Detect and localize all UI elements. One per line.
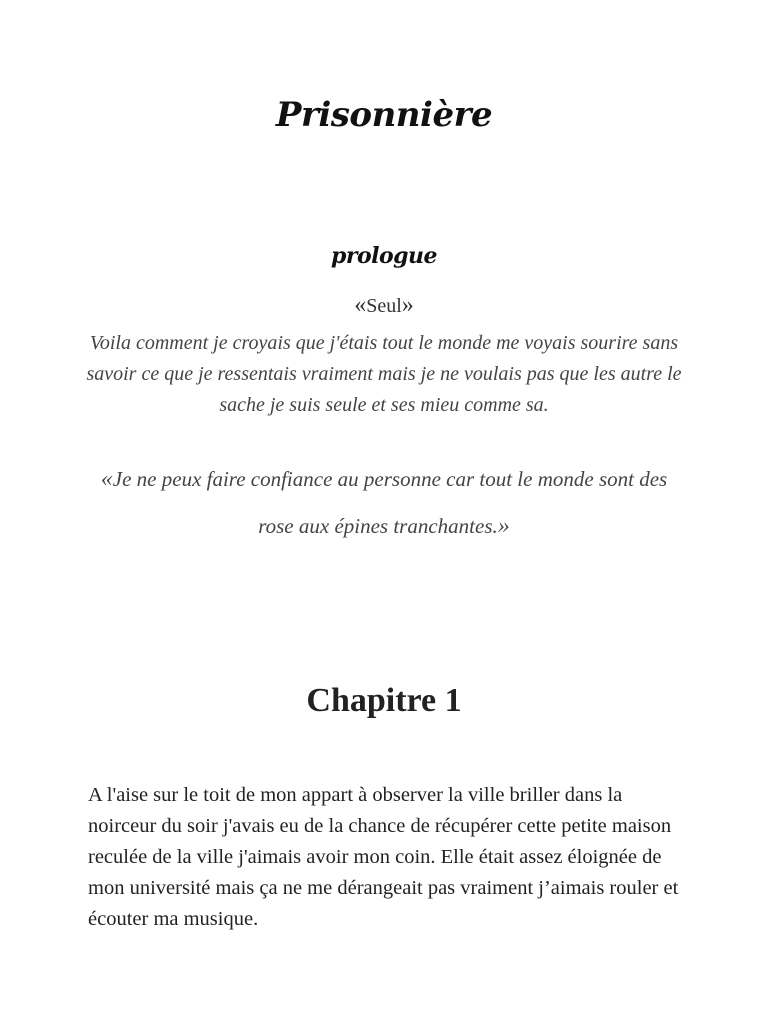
prologue-paragraph: Voila comment je croyais que j'étais tout le monde me voyais sourire sans savoir ce que je ressentais vraiment mais je ne voulais pas que les autre le sache je suis seule et ses mieu comme sa. (86, 332, 682, 416)
prologue-heading: prologue (330, 243, 438, 269)
chapter-paragraph: A l'aise sur le toit de mon appart à observer la ville briller dans la noirceur du soir j'avais eu de la chance de récupérer cette petite maison reculée de la ville j'aimais avoir mon coin. Elle était assez éloignée de mon université mais ça ne me dérangeait pas vraiment j’aimais rouler et écouter ma musique. (88, 784, 679, 930)
quote-word: Seul (366, 295, 402, 317)
quote2-open-mark: « (100, 466, 113, 492)
prologue-closing-quote (86, 456, 682, 550)
quote2-text: Je ne peux faire confiance au personne car tout le monde sont des rose aux épines tranchantes. (112, 467, 668, 538)
quote-open-mark: « (354, 292, 367, 318)
chapter-title: Chapitre 1 (306, 682, 462, 719)
quote-close-mark: » (401, 292, 414, 318)
prologue-quote (0, 292, 768, 319)
book-title: Prisonnière (275, 95, 493, 135)
quote2-close-mark: » (497, 513, 510, 539)
